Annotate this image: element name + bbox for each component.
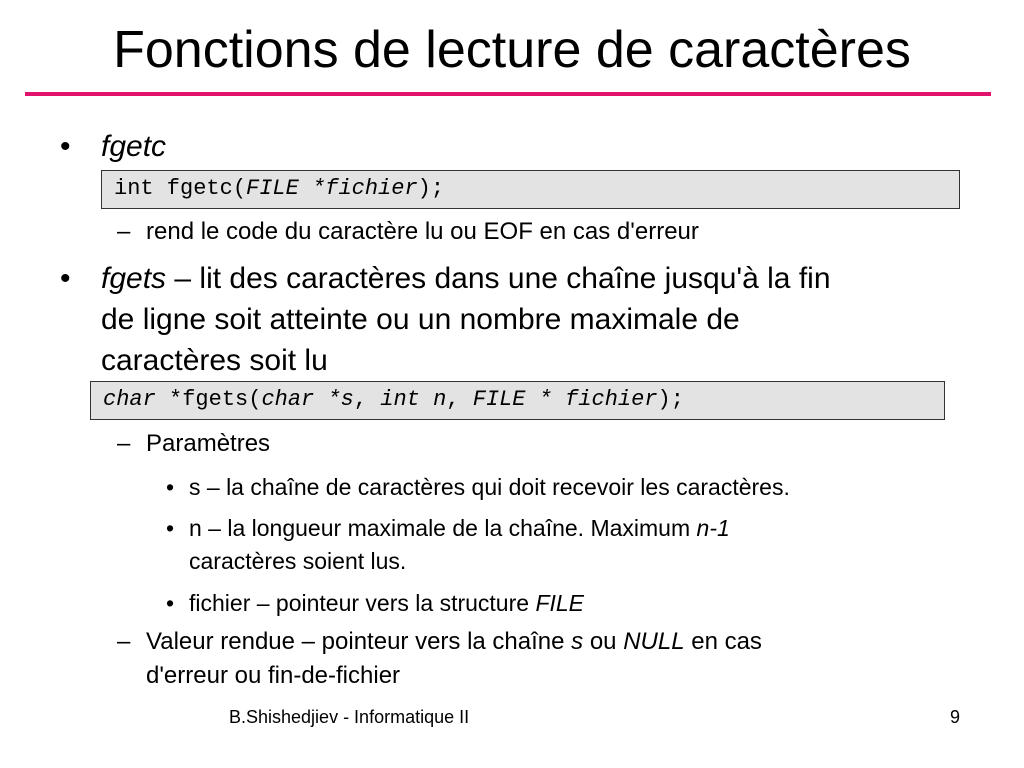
footer-author: B.Shishedjiev - Informatique II bbox=[229, 707, 470, 727]
small-bullet-glyph: • bbox=[166, 474, 175, 500]
return-text: d'erreur ou fin-de-fichier bbox=[146, 662, 401, 689]
code-text: FILE * fichier bbox=[472, 387, 658, 412]
fgetc-code-box bbox=[101, 170, 960, 209]
small-bullet-glyph: • bbox=[166, 590, 175, 616]
fgets-text: – lit des caractères dans une chaîne jusqu'à la fin bbox=[166, 262, 831, 295]
fgets-line bbox=[101, 260, 831, 298]
param-n-text: n – la longueur maximale de la chaîne. Maximum bbox=[189, 515, 697, 541]
params-label: Paramètres bbox=[146, 430, 271, 457]
dash-glyph: – bbox=[117, 628, 131, 655]
param-n-text: caractères soient lus. bbox=[189, 548, 407, 574]
small-bullet-glyph: • bbox=[166, 515, 175, 541]
code-text: ); bbox=[417, 176, 445, 201]
return-text: NULL bbox=[623, 628, 685, 655]
bullet-glyph: • bbox=[60, 262, 71, 295]
code-text: int n bbox=[380, 387, 447, 412]
fgets-text: de ligne soit atteinte ou un nombre maximale de bbox=[101, 303, 740, 336]
code-text: FILE *fichier bbox=[246, 176, 418, 201]
code-text: char *s bbox=[261, 387, 354, 412]
code-text: *fgets( bbox=[155, 387, 262, 412]
page-number: 9 bbox=[950, 707, 961, 727]
code-text: , bbox=[353, 387, 381, 412]
dash-glyph: – bbox=[117, 218, 131, 245]
param-n-max: n-1 bbox=[696, 515, 730, 541]
dash-glyph: – bbox=[117, 430, 131, 457]
return-text: en cas bbox=[684, 628, 762, 655]
code-text: char bbox=[103, 387, 156, 412]
param-fichier-type: FILE bbox=[535, 590, 585, 616]
return-text: s bbox=[571, 628, 584, 655]
slide-title: Fonctions de lecture de caractères bbox=[113, 21, 911, 79]
return-text: ou bbox=[583, 628, 624, 655]
return-text: Valeur rendue – pointeur vers la chaîne bbox=[146, 628, 572, 655]
code-text: int fgetc( bbox=[114, 176, 247, 201]
code-text: , bbox=[446, 387, 473, 412]
param-n bbox=[189, 512, 730, 544]
fgets-code-box bbox=[90, 381, 945, 420]
fgetc-description: rend le code du caractère lu ou EOF en cas d'erreur bbox=[146, 218, 699, 245]
bullet-glyph: • bbox=[60, 130, 71, 163]
code-text: ); bbox=[657, 387, 684, 412]
param-s: s – la chaîne de caractères qui doit recevoir les caractères. bbox=[189, 474, 790, 500]
fgetc-heading: fgetc bbox=[101, 130, 167, 163]
fgets-heading: fgets bbox=[101, 262, 167, 295]
return-value bbox=[146, 627, 762, 657]
param-fichier bbox=[189, 587, 584, 619]
fgets-text: caractères soit lu bbox=[101, 344, 328, 377]
title-underline bbox=[25, 92, 991, 96]
param-fichier-text: fichier – pointeur vers la structure bbox=[189, 590, 536, 616]
